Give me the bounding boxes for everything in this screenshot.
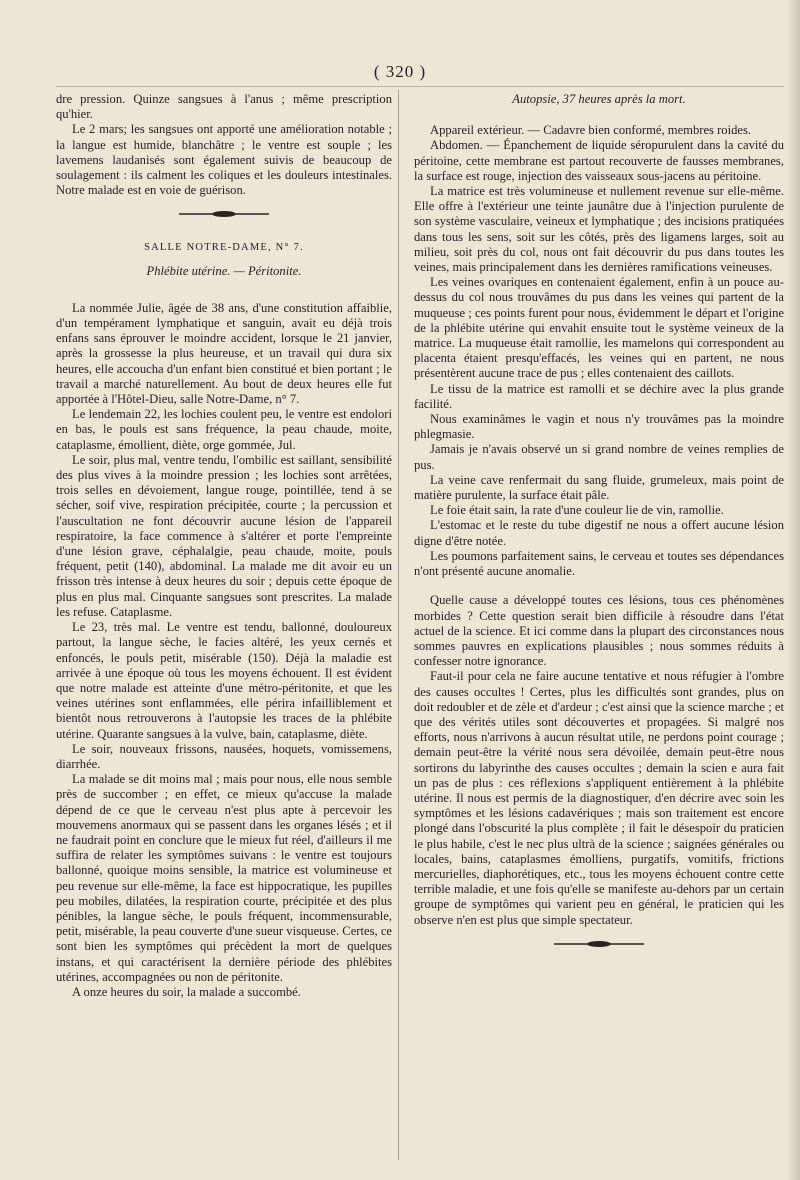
- paragraph: La nommée Julie, âgée de 38 ans, d'une constitution affaiblie, d'un tempérament lymphatique et sanguin, avait eu déjà trois enfans sans éprouver le moindre accident, lorsque le 21 janvier, après la grossesse la plus heureuse, et un travail qui dura six heures, elle accoucha d'un enfant bien constitué et bien portant ; le travail a marché naturellement. Au bout de deux heures elle fut apportée à l'Hôtel-Dieu, salle Notre-Dame, n° 7.: [56, 300, 392, 407]
- left-column: [56, 92, 392, 1000]
- ornament-divider: [179, 210, 269, 218]
- spacer: [414, 579, 784, 593]
- paragraph: Les poumons parfaitement sains, le cerveau et toutes ses dépendances n'ont présenté aucune anomalie.: [414, 548, 784, 579]
- paragraph: Le lendemain 22, les lochies coulent peu, le ventre est endolori en bas, le pouls est sans fréquence, la peau chaude, moite, cataplasme, émollient, diète, orge gommée, Jul.: [56, 407, 392, 452]
- page-edge-shadow: [786, 0, 800, 1180]
- paragraph: Les veines ovariques en contenaient également, enfin à un pouce au-dessus du col nous trouvâmes du pus dans les veines qui partent de la muqueuse ; ces points furent pour nous, évidemment le départ et l'origine de la phlébite utérine qui envahit ensuite tout le système veineux de la matrice. La muqueuse était ramollie, les mamelons qui correspondent au placenta étaient presqu'effacés, les veines qui en partent, ne nous présentèrent aucune trace de pus ; elles contenaient des caillots.: [414, 275, 784, 381]
- paragraph: Le tissu de la matrice est ramolli et se déchire avec la plus grande facilité.: [414, 381, 784, 411]
- paragraph: Le 23, très mal. Le ventre est tendu, ballonné, douloureux partout, la langue sèche, le facies altéré, les yeux cernés et enfoncés, le pouls petit, misérable (150). Déjà la maladie est arrivée à une époque où tous les moyens échouent. Il est évident que notre malade est atteinte d'une métro-péritonite, et que les veines utérines sont enflammées, elle périra infailliblement et bientôt nous retrouverons à l'autopsie les traces de la phlébite utérine. Quarante sangsues à la vulve, bain, cataplasme, diète.: [56, 620, 392, 741]
- paragraph: La matrice est très volumineuse et nullement revenue sur elle-même. Elle offre à l'extérieur une teinte jaunâtre due à l'injection purulente de son système vasculaire, veineux et lymphatique ; des incisions pratiquées dans tous les sens, soit sur les côtés, près des ligamens larges, soit au milieu, soit près du col, nous ont fait découvrir du pus dans toutes les veines, mais principalement dans les dernières ramifications veineuses.: [414, 184, 784, 275]
- top-rule: [56, 86, 784, 87]
- right-column: [414, 92, 784, 960]
- paragraph: Le foie était sain, la rate d'une couleur lie de vin, ramollie.: [430, 503, 724, 518]
- paragraph: La malade se dit moins mal ; mais pour nous, elle nous semble près de succomber ; en effet, ce mieux qu'accuse la malade dépend de ce que le cerveau n'est plus apte à percevoir les mouvemens anormaux qui se passent dans les organes lésés ; et il ne faudrait point en conclure que le mieux fut réel, d'ailleurs il me suffira de relater les symptômes suivans : le ventre est toujours ballonné, quoique moins sensible, la matrice est volumineuse et peu revenue sur elle-même, la face est hippocratique, les pupilles peu mobiles, dilatées, la respiration courte, précipitée et des plus pénibles, la langue sèche, le pouls fréquent, incommensurable, petit, misérable, la peau couverte d'une sueur visqueuse. Certes, ce sont bien les symptômes qui précèdent la mort de quelques instans, et qui caractérisent la dernière période des phlébites utérines, accompagnées ou non de péritonite.: [56, 772, 392, 984]
- case-title: Phlébite utérine. — Péritonite.: [146, 263, 302, 278]
- ornament-divider: [554, 940, 644, 948]
- paragraph: Jamais je n'avais observé un si grand nombre de veines remplies de pus.: [414, 442, 784, 472]
- paragraph: Le soir, nouveaux frissons, nausées, hoquets, vomissemens, diarrhée.: [56, 741, 392, 771]
- paragraph: Nous examinâmes le vagin et nous n'y trouvâmes pas la moindre phlegmasie.: [414, 412, 784, 442]
- autopsy-heading: Autopsie, 37 heures après la mort.: [512, 92, 686, 106]
- page-number: ( 320 ): [373, 62, 427, 81]
- paragraph: L'estomac et le reste du tube digestif ne nous a offert aucune lésion digne d'être notée.: [414, 518, 784, 548]
- paragraph: Appareil extérieur. — Cadavre bien conformé, membres roides.: [430, 123, 752, 138]
- ward-heading: SALLE NOTRE-DAME, N° 7.: [144, 242, 304, 254]
- paragraph: Le soir, plus mal, ventre tendu, l'ombilic est saillant, sensibilité des plus vives à la moindre pression ; les lochies sont arrêtées, trois selles en dévoiement, langue rouge, pointillée, tend à se sécher, soif vive, respiration précipitée, courte ; la percussion et l'auscultation ne font découvrir aucune lésion de l'appareil respiratoire, la face commence à s'altérer et porte l'empreinte d'une lésion grave, céphalalgie, peau chaude, moite, pouls fréquent, petit (140), abdominal. La malade me dit avoir eu un frisson très intense à deux heures du soir ; depuis cette époque de plus en plus mal. Cinquante sangsues sont prescrites. La malade les refuse. Cataplasme.: [56, 452, 392, 619]
- paragraph: Abdomen. — Épanchement de liquide séropurulent dans la cavité du péritoine, cette membrane est partout recouverte de fausses membranes, la surface est rouge, injection des vaisseaux sous-jacens au péritoine.: [414, 138, 784, 183]
- paragraph: Le 2 mars; les sangsues ont apporté une amélioration notable ; la langue est humide, blanchâtre ; le ventre est souple ; les lavemens laudanisés sont également suivis de beaucoup de soulagement : ils calment les coliques et les douleurs intestinales. Notre malade est en voie de guérison.: [56, 122, 392, 198]
- paragraph: A onze heures du soir, la malade a succombé.: [72, 984, 301, 999]
- paragraph: dre pression. Quinze sangsues à l'anus ; même prescription qu'hier.: [56, 92, 392, 122]
- paragraph: La veine cave renfermait du sang fluide, grumeleux, mais point de matière purulente, la surface était pâle.: [414, 472, 784, 503]
- paragraph: Faut-il pour cela ne faire aucune tentative et nous réfugier à l'ombre des causes occultes ! Certes, plus les difficultés sont grandes, plus on doit redoubler et de zèle et d'ardeur ; c'est ainsi que la science marche ; et que des vérités utiles sont découvertes et propagées. Si malgré nos efforts, nous n'arrivons à aucun résultat utile, ne perdons point courage ; demain peut-être la vérité nous sera dévoilée, demain peut-être nous sortirons du labyrinthe des causes occultes ; demain la scien e aura fait un pas de plus : ces réflexions s'appliquent entièrement à la phlébite utérine. Il nous est permis de la diagnostiquer, d'en décrire avec soin les symptômes et les lésions cadavériques ; mais son traitement est encore plongé dans l'obscurité la plus complète ; il fait le désespoir du praticien le plus habile, c'est le nec plus ultrà de la science ; saignées générales ou locales, bains, cataplasmes émolliens, purgatifs, vomitifs, frictions mercurielles, diaphorétiques, etc., tous les moyens échouent contre cette terrible maladie, et une fois qu'elle se manifeste au-dehors par un certain groupe de symptômes qui varient peu en général, le praticien qui les observe n'en est plus que simple spectateur.: [414, 669, 784, 927]
- column-divider: [398, 90, 399, 1160]
- paragraph: Quelle cause a développé toutes ces lésions, tous ces phénomènes morbides ? Cette question serait bien difficile à résoudre dans l'état actuel de la science. Et ici comme dans la plupart des circonstances nous sommes pauvres en explications plausibles ; nous sommes réduits à confesser notre ignorance.: [414, 593, 784, 669]
